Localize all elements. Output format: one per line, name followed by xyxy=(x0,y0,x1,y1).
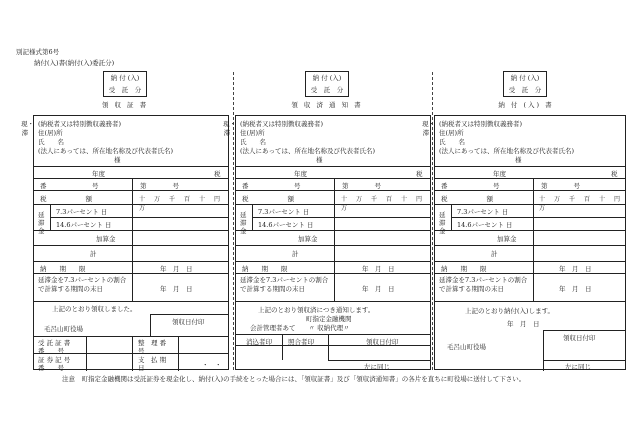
receipt-date-stamp: 領収日付印 xyxy=(563,334,596,342)
stamp-line2: 受 託 分 xyxy=(108,86,142,94)
address-label: 住(居)所 xyxy=(439,129,464,137)
digit-yen: 円 xyxy=(415,196,422,203)
digit-yen: 円 xyxy=(213,196,220,203)
digit-100k: 十万 xyxy=(340,196,347,212)
year-label: 年度 xyxy=(92,170,105,178)
corp-note: (法人にあっては、所在地名称及び代表者氏名) xyxy=(38,147,174,155)
digit-100k: 十万 xyxy=(138,196,145,212)
late-period-note: 延滞金を7.3パーセントの割合で計算する期間の末日 xyxy=(38,276,127,293)
year-label: 年度 xyxy=(493,170,506,178)
cut-line-1 xyxy=(233,72,234,370)
additional-fee-label: 加算金 xyxy=(96,235,116,243)
deadline-date: 年 月 日 xyxy=(362,265,395,273)
bank-label: 町指定金融機関 xyxy=(306,315,352,323)
notice-form xyxy=(235,115,435,371)
name-label: 氏 名 xyxy=(439,138,465,146)
digit-1k: 千 xyxy=(168,196,175,203)
stamp-line2: 受 託 分 xyxy=(508,86,542,94)
payer-label: (納税者又は特別徴収義務者) xyxy=(38,120,122,128)
digit-100: 百 xyxy=(385,196,392,203)
sama-label: 様 xyxy=(316,156,323,164)
accountant-label: 会計管理者あて 〃 収納代理〃 xyxy=(250,324,350,332)
form2-side-label: 現・滞 xyxy=(223,120,236,137)
late-period-note: 延滞金を7.3パーセントの割合で計算する期間の末日 xyxy=(240,276,329,293)
name-label: 氏 名 xyxy=(38,138,64,146)
year-label: 年度 xyxy=(294,170,307,178)
trust-cert-no-label: 受 託 証 書 番 号 xyxy=(38,339,71,355)
address-label: 住(居)所 xyxy=(38,129,63,137)
form-number: 別記様式第6号 xyxy=(16,48,60,56)
sama-label: 様 xyxy=(114,156,121,164)
corp-note: (法人にあっては、所在地名称及び代表者氏名) xyxy=(240,147,376,155)
item-label: 第 号 xyxy=(541,182,580,190)
footer-note: 注意 町指定金融機関は受託証券を現金化し、納付(入)の手続をとった場合には、「領収証書」及び「領収済通知書」の各片を直ちに町役場に送付して下さい。 xyxy=(62,375,526,383)
total-label: 計 xyxy=(491,250,498,258)
deadline-label: 納 期 限 xyxy=(242,265,288,273)
deadline-date: 年 月 日 xyxy=(559,265,592,273)
payer-label: (納税者又は特別徴収義務者) xyxy=(240,120,324,128)
receipt-text: 上記のとおり領収しました。 xyxy=(52,305,137,313)
late-rate-73: 7.3パーセント 日 xyxy=(258,208,310,216)
stamp-box-3 xyxy=(503,71,547,97)
number-label: 番 号 xyxy=(441,182,500,190)
reference-no-label: 整 理 番 号 xyxy=(138,339,173,355)
tax-amount-label: 税 額 xyxy=(40,195,92,203)
tax-label: 税 xyxy=(416,170,423,178)
tax-label: 税 xyxy=(611,170,618,178)
additional-fee-label: 加算金 xyxy=(497,235,517,243)
checked-by-stamp: 照合者印 xyxy=(288,338,314,346)
digit-100: 百 xyxy=(583,196,590,203)
digit-10k: 万 xyxy=(553,196,560,203)
sama-label: 様 xyxy=(515,156,522,164)
digit-10: 十 xyxy=(598,196,605,203)
payment-date: 年 月 日 xyxy=(507,320,540,328)
deadline-label: 納 期 限 xyxy=(441,265,487,273)
stamp-line1: 納 付 (入) xyxy=(110,74,140,82)
form1-title: 領 収 証 書 xyxy=(101,101,149,109)
digit-1k: 千 xyxy=(370,196,377,203)
late-period-date: 年 月 日 xyxy=(559,285,592,293)
additional-fee-label: 加算金 xyxy=(298,235,318,243)
form3-side-label: 現・滞 xyxy=(422,120,435,137)
corp-note: (法人にあっては、所在地名称及び代表者氏名) xyxy=(439,147,575,155)
late-rate-73: 7.3パーセント 日 xyxy=(457,208,509,216)
form-subtitle: 納付(入)書(納付(入)委託分) xyxy=(34,59,115,67)
notice-text: 上記のとおり領収済につき通知します。 xyxy=(258,306,375,314)
deadline-label: 納 期 限 xyxy=(40,265,86,273)
total-label: 計 xyxy=(90,250,97,258)
tax-amount-label: 税 額 xyxy=(441,195,493,203)
cleared-by-stamp: 消込者印 xyxy=(246,338,272,346)
same-as-left: 左に同じ xyxy=(565,363,591,371)
item-label: 第 号 xyxy=(342,182,381,190)
number-label: 番 号 xyxy=(40,182,99,190)
late-period-note: 延滞金を7.3パーセントの割合で計算する期間の末日 xyxy=(439,276,528,293)
payment-date-label: 支 払 期 日 xyxy=(138,356,173,372)
digit-1k: 千 xyxy=(568,196,575,203)
digit-yen: 円 xyxy=(613,196,620,203)
stamp-line1: 納 付 (入) xyxy=(510,74,540,82)
stamp-box-2 xyxy=(305,71,349,97)
digit-10: 十 xyxy=(400,196,407,203)
stamp-line1: 納 付 (入) xyxy=(312,74,342,82)
notice-text: 上記のとおり納付(入)します。 xyxy=(465,307,555,315)
late-rate-146: 14.6パーセント 日 xyxy=(457,221,513,229)
form2-title: 領 収 済 通 知 書 xyxy=(291,101,363,109)
total-label: 計 xyxy=(292,250,299,258)
item-label: 第 号 xyxy=(140,182,179,190)
stamp-box-1 xyxy=(103,71,147,97)
form3-title: 納 付 (入) 書 xyxy=(498,101,554,109)
late-period-date: 年 月 日 xyxy=(160,285,193,293)
receipt-date-stamp: 領収日付印 xyxy=(172,318,205,326)
address-label: 住(居)所 xyxy=(240,129,265,137)
payer-label: (納税者又は特別徴収義務者) xyxy=(439,120,523,128)
late-fee-label: 延滞金 xyxy=(240,211,247,235)
late-rate-146: 14.6パーセント 日 xyxy=(56,221,112,229)
digit-10k: 万 xyxy=(153,196,160,203)
office-name: 毛呂山町役場 xyxy=(447,343,486,351)
same-as-left: 左に同じ xyxy=(364,363,390,371)
digit-100k: 十万 xyxy=(538,196,545,212)
deadline-date: 年 月 日 xyxy=(160,265,193,273)
digit-10: 十 xyxy=(198,196,205,203)
name-label: 氏 名 xyxy=(240,138,266,146)
late-rate-73: 7.3パーセント 日 xyxy=(56,208,108,216)
date-dots: ・ ・ xyxy=(202,361,222,369)
receipt-date-stamp: 領収日付印 xyxy=(366,338,399,346)
office-name: 毛呂山町役場 xyxy=(44,325,83,333)
digit-10k: 万 xyxy=(355,196,362,203)
late-fee-label: 延滞金 xyxy=(439,211,446,235)
cut-line-2 xyxy=(432,72,433,370)
late-period-date: 年 月 日 xyxy=(362,285,395,293)
digit-100: 百 xyxy=(183,196,190,203)
number-label: 番 号 xyxy=(242,182,301,190)
form1-side-label: 現・滞 xyxy=(21,120,34,137)
tax-amount-label: 税 額 xyxy=(242,195,294,203)
stamp-line2: 受 託 分 xyxy=(310,86,344,94)
payment-form xyxy=(434,115,626,370)
security-code-label: 証 券 記 号 番 号 xyxy=(38,356,71,372)
tax-label: 税 xyxy=(214,170,221,178)
late-rate-146: 14.6パーセント 日 xyxy=(258,221,314,229)
late-fee-label: 延滞金 xyxy=(38,211,45,235)
